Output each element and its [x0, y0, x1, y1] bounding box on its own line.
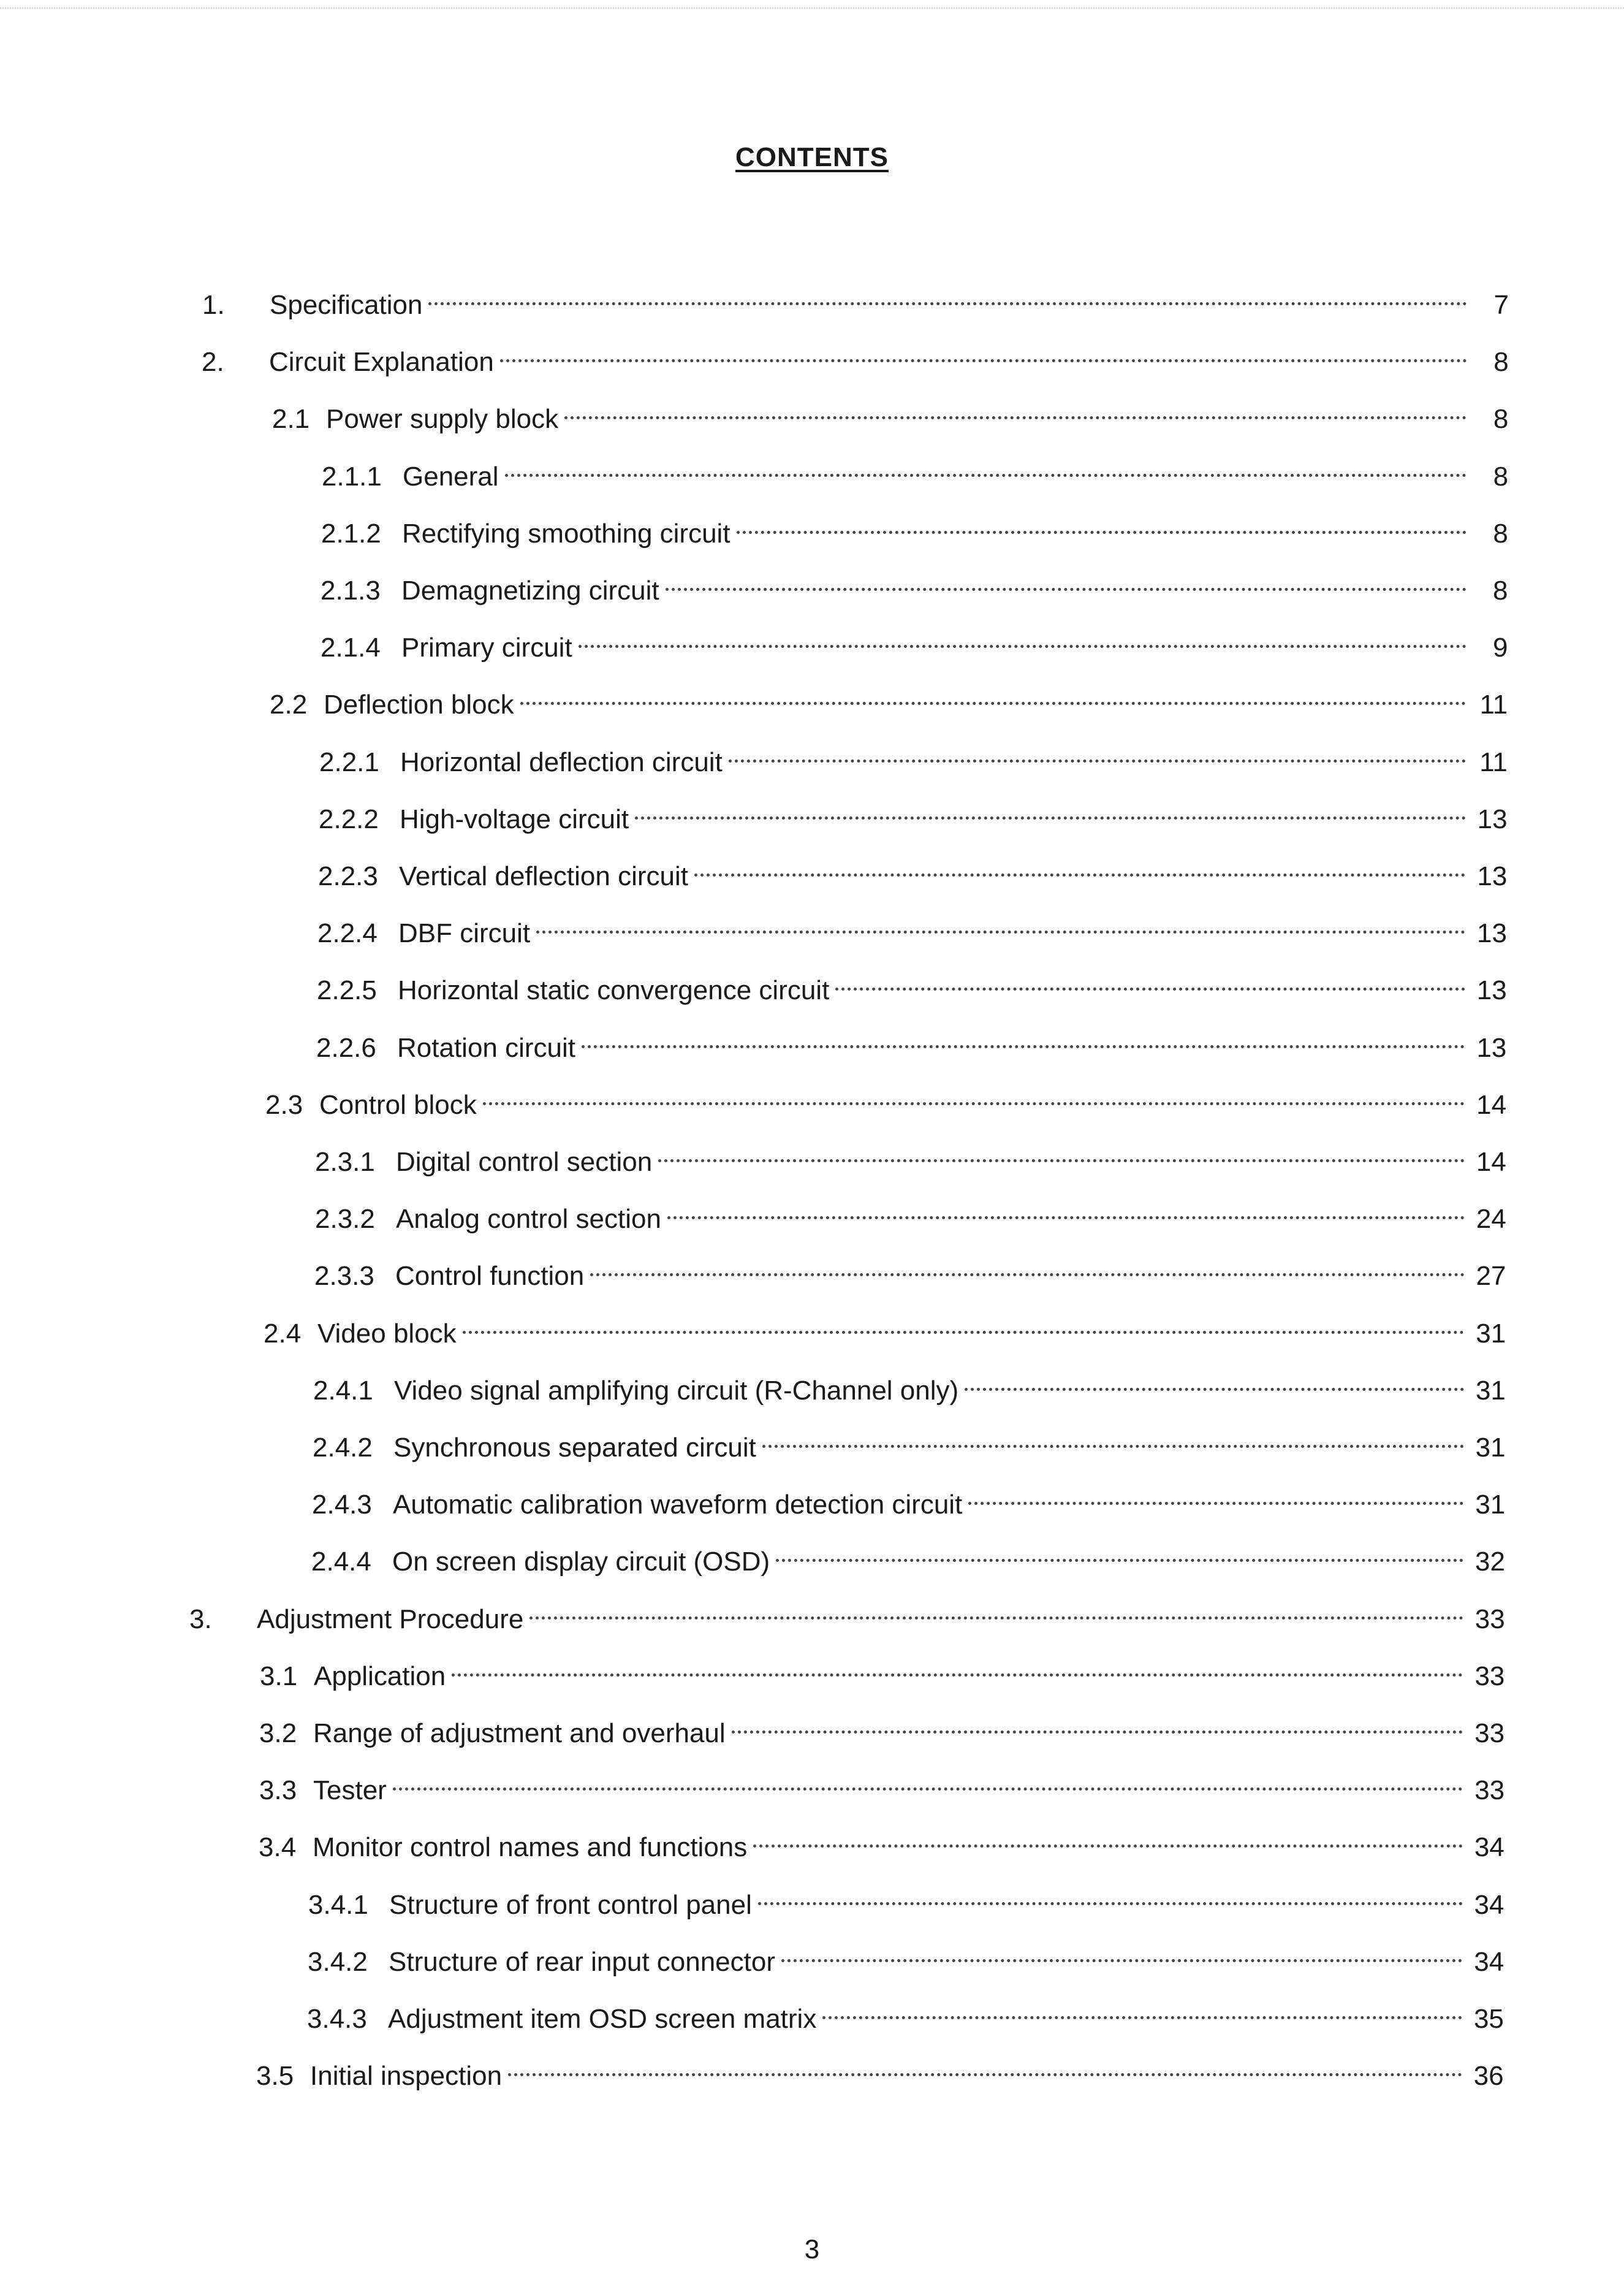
toc-entry-number: 2.4 — [264, 1319, 302, 1349]
toc-entry-page: 11 — [1479, 690, 1508, 720]
toc-entry-label: Structure of front control panel — [389, 1890, 752, 1920]
toc-entry-label: High-voltage circuit — [400, 804, 629, 834]
toc-entry — [314, 1246, 1506, 1291]
dot-leader — [393, 1760, 1463, 1799]
toc-entry — [321, 560, 1508, 606]
dot-leader — [508, 2046, 1462, 2085]
toc-entry-label: Video block — [317, 1319, 457, 1349]
toc-entry-label: Horizontal static convergence circuit — [398, 975, 830, 1005]
dot-leader — [737, 503, 1467, 543]
toc-entry — [270, 674, 1508, 720]
toc-entry-number: 2.3.3 — [314, 1261, 374, 1291]
toc-entry-label: General — [403, 462, 499, 492]
toc-entry-label: Primary circuit — [401, 633, 572, 663]
toc-entry — [317, 903, 1507, 948]
dot-leader — [781, 1932, 1462, 1971]
toc-entry-number: 2.4.4 — [311, 1547, 371, 1577]
toc-entry — [259, 1760, 1505, 1805]
toc-entry-page: 36 — [1473, 2061, 1504, 2091]
toc-entry-page: 13 — [1477, 861, 1508, 891]
toc-entry — [259, 1703, 1505, 1748]
toc-entry — [307, 1989, 1504, 2034]
toc-entry-number: 2.1.3 — [321, 576, 381, 606]
toc-entry-number: 2.2 — [270, 690, 308, 720]
toc-entry-label: Automatic calibration waveform detection circuit — [393, 1490, 963, 1520]
dot-leader — [835, 960, 1465, 999]
toc-entry-label: Adjustment item OSD screen matrix — [388, 2004, 817, 2034]
toc-entry-label: Analog control section — [396, 1204, 661, 1234]
toc-entry-label: DBF circuit — [398, 918, 531, 948]
toc-entry — [189, 1589, 1505, 1634]
toc-entry — [318, 846, 1508, 891]
toc-entry-label: Deflection block — [324, 690, 514, 720]
dot-leader — [758, 1875, 1463, 1914]
toc-entry-number: 2.4.1 — [313, 1376, 373, 1406]
toc-entry-number: 3.5 — [256, 2061, 294, 2091]
toc-entry — [315, 1132, 1506, 1177]
dot-leader — [762, 1417, 1464, 1456]
toc-entry-number: 2.1.1 — [322, 462, 382, 492]
toc-entry-page: 8 — [1493, 519, 1508, 549]
page-title: CONTENTS — [735, 142, 889, 172]
dot-leader — [732, 1703, 1463, 1742]
toc-entry-page: 34 — [1474, 1890, 1504, 1920]
toc-entry — [260, 1646, 1505, 1691]
dot-leader — [564, 389, 1467, 428]
toc-entry-number: 2.3.1 — [315, 1147, 375, 1177]
toc-entry-label: Synchronous separated circuit — [393, 1433, 756, 1463]
toc-entry-page: 8 — [1493, 347, 1509, 377]
toc-entry — [259, 1817, 1504, 1862]
toc-entry-number: 2.3.2 — [315, 1204, 375, 1234]
dot-leader — [822, 1989, 1462, 2028]
toc-entry-number: 2.4.2 — [313, 1433, 373, 1463]
toc-entry-label: Video signal amplifying circuit (R-Channel only) — [394, 1376, 959, 1406]
toc-entry-number: 3.4.2 — [308, 1947, 368, 1977]
toc-entry-page: 13 — [1477, 918, 1507, 948]
toc-entry-page: 34 — [1474, 1832, 1504, 1862]
toc-entry-label: Range of adjustment and overhaul — [313, 1718, 726, 1748]
toc-entry-number: 2.2.3 — [318, 861, 378, 891]
dot-leader — [635, 789, 1465, 828]
toc-entry-page: 33 — [1474, 1775, 1505, 1805]
dot-leader — [536, 903, 1465, 942]
toc-entry-number: 2.1.4 — [321, 633, 381, 663]
toc-entry-page: 34 — [1474, 1947, 1504, 1977]
dot-leader — [753, 1817, 1463, 1856]
dot-leader — [579, 617, 1467, 657]
toc-entry-page: 31 — [1476, 1319, 1506, 1349]
toc-entry-page: 27 — [1476, 1261, 1506, 1291]
dot-leader — [483, 1075, 1465, 1114]
toc-entry-number: 2.2.1 — [319, 747, 379, 777]
toc-entry-page: 14 — [1476, 1147, 1506, 1177]
dot-leader — [666, 560, 1467, 600]
toc-entry — [313, 1360, 1506, 1406]
toc-entry-number: 3. — [189, 1604, 212, 1634]
dot-leader — [729, 732, 1466, 771]
toc-entry-number: 3.4.1 — [308, 1890, 368, 1920]
toc-entry-label: Application — [314, 1661, 446, 1691]
toc-entry-page: 24 — [1476, 1204, 1506, 1234]
toc-entry-label: Circuit Explanation — [269, 347, 494, 377]
toc-entry-label: On screen display circuit (OSD) — [392, 1547, 770, 1577]
toc-entry-page: 33 — [1474, 1718, 1505, 1748]
toc-entry-label: Digital control section — [396, 1147, 653, 1177]
toc-entry-page: 7 — [1493, 290, 1509, 320]
toc-entry-label: Structure of rear input connector — [389, 1947, 775, 1977]
toc-entry — [202, 275, 1509, 320]
toc-entry-page: 13 — [1476, 975, 1507, 1005]
toc-entry-number: 2.1 — [272, 404, 310, 434]
dot-leader — [968, 1474, 1463, 1513]
toc-entry-number: 3.1 — [260, 1661, 298, 1691]
dot-leader — [590, 1246, 1464, 1285]
toc-entry — [315, 1189, 1506, 1234]
toc-entry-label: Control block — [319, 1090, 477, 1120]
dot-leader — [667, 1189, 1465, 1228]
toc-entry-number: 3.2 — [259, 1718, 297, 1748]
toc-entry-page: 8 — [1493, 404, 1509, 434]
toc-entry — [321, 503, 1508, 549]
dot-leader — [965, 1360, 1464, 1399]
dot-leader — [520, 674, 1467, 714]
toc-entry-number: 1. — [202, 290, 225, 320]
dot-leader — [776, 1531, 1463, 1571]
toc-entry — [312, 1474, 1506, 1520]
dot-leader — [463, 1303, 1465, 1342]
toc-entry-number: 2.2.4 — [317, 918, 378, 948]
toc-entry — [308, 1875, 1504, 1920]
toc-entry-number: 3.3 — [259, 1775, 297, 1805]
toc-entry — [264, 1303, 1506, 1349]
dot-leader — [529, 1589, 1463, 1628]
toc-entry-label: Vertical deflection circuit — [399, 861, 688, 891]
toc-entry-number: 2.3 — [265, 1090, 303, 1120]
toc-entry-label: Rectifying smoothing circuit — [402, 519, 730, 549]
toc-entry-number: 2.1.2 — [321, 519, 381, 549]
toc-entry-label: Horizontal deflection circuit — [400, 747, 723, 777]
toc-entry-page: 14 — [1476, 1090, 1507, 1120]
toc-entry-label: Monitor control names and functions — [313, 1832, 748, 1862]
toc-entry — [321, 617, 1508, 663]
toc-entry-page: 8 — [1493, 576, 1508, 606]
toc-entry-label: Initial inspection — [310, 2061, 503, 2091]
toc-entry-label: Control function — [395, 1261, 585, 1291]
toc-entry — [313, 1417, 1506, 1463]
toc-entry-label: Adjustment Procedure — [257, 1604, 524, 1634]
toc-entry — [317, 960, 1507, 1005]
toc-entry — [311, 1531, 1505, 1577]
toc-entry-number: 2.2.5 — [317, 975, 377, 1005]
toc-entry-page: 13 — [1476, 1033, 1507, 1063]
toc-entry — [316, 1018, 1507, 1063]
toc-entry-page: 33 — [1474, 1661, 1505, 1691]
toc-entry — [308, 1932, 1504, 1977]
toc-entry-number: 2.2.2 — [319, 804, 379, 834]
dot-leader — [694, 846, 1465, 885]
page-number: 3 — [804, 2234, 820, 2264]
toc-entry-number: 3.4.3 — [307, 2004, 367, 2034]
toc-entry-page: 31 — [1475, 1433, 1506, 1463]
toc-entry-page: 31 — [1475, 1376, 1506, 1406]
toc-entry-number: 3.4 — [259, 1832, 297, 1862]
toc-entry — [202, 332, 1509, 377]
toc-entry-page: 11 — [1479, 747, 1508, 777]
toc-entry — [265, 1075, 1507, 1120]
toc-entry-page: 9 — [1493, 633, 1508, 663]
toc-entry-page: 31 — [1475, 1490, 1506, 1520]
toc-entry — [319, 789, 1508, 834]
toc-entry-page: 33 — [1474, 1604, 1505, 1634]
toc-entry-page: 13 — [1477, 804, 1508, 834]
toc-entry-label: Specification — [270, 290, 423, 320]
toc-entry-label: Tester — [313, 1775, 387, 1805]
toc-entry — [272, 389, 1509, 434]
dot-leader — [658, 1132, 1465, 1171]
dot-leader — [582, 1018, 1465, 1057]
toc-entry — [256, 2046, 1504, 2091]
dot-leader — [452, 1646, 1463, 1685]
scan-edge-line — [0, 7, 1624, 9]
dot-leader — [428, 275, 1467, 314]
dot-leader — [500, 332, 1467, 371]
toc-entry-label: Power supply block — [326, 404, 559, 434]
toc-entry-page: 32 — [1475, 1547, 1505, 1577]
toc-entry-number: 2.2.6 — [316, 1033, 376, 1063]
toc-entry — [319, 732, 1508, 777]
dot-leader — [505, 446, 1467, 485]
toc-entry-label: Demagnetizing circuit — [401, 576, 659, 606]
toc-entry-page: 35 — [1473, 2004, 1504, 2034]
toc-entry-page: 8 — [1493, 462, 1509, 492]
toc-entry-label: Rotation circuit — [397, 1033, 576, 1063]
toc-entry — [322, 446, 1509, 492]
toc-entry-number: 2. — [202, 347, 224, 377]
toc-entry-number: 2.4.3 — [312, 1490, 372, 1520]
